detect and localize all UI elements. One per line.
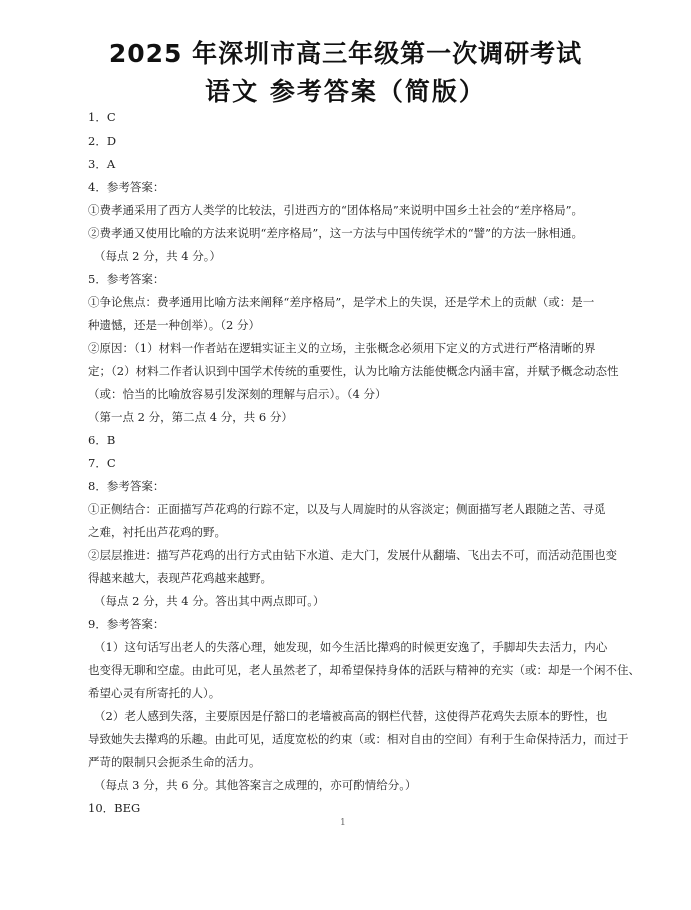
answer-line: ②原因：（1）材料一作者站在逻辑实证主义的立场，主张概念必须用下定义的方式进行严格清晰的界	[88, 341, 596, 355]
answer-line: （或：恰当的比喻放容易引发深刻的理解与启示）。（4 分）	[88, 387, 387, 401]
answer-line: （每点 2 分，共 4 分。）	[94, 249, 222, 263]
answer-line: ①争论焦点：费孝通用比喻方法来阐释“差序格局”，是学术上的失误，还是学术上的贡献（或：是一	[88, 295, 595, 309]
answer-line: 导致她失去撵鸡的乐趣。由此可见，适度宽松的约束（或：相对自由的空间）有利于生命保持活力，而过于	[88, 732, 629, 746]
answer-line: （2）老人感到失落，主要原因是仔豁口的老墙被高高的钢栏代替，这使得芦花鸡失去原本的野性，也	[94, 709, 608, 723]
answer-line: 4．参考答案：	[88, 180, 165, 194]
answer-line: 得越来越大，表现芦花鸡越来越野。	[88, 571, 272, 585]
answer-line: 种遗憾，还是一种创举）。（2 分）	[88, 318, 260, 332]
answer-line: （第一点 2 分，第二点 4 分，共 6 分）	[88, 410, 293, 424]
answer-line: 7．C	[88, 456, 116, 470]
exam-title: 2025 年深圳市高三年级第一次调研考试	[108, 39, 583, 68]
answer-key-subtitle: 语文 参考答案（简版）	[205, 77, 486, 106]
answer-line: 之难，衬托出芦花鸡的野。	[88, 525, 226, 539]
answer-line: （1）这句话写出老人的失落心理，她发现，如今生活比撵鸡的时候更安逸了，手脚却失去活力，内心	[94, 640, 608, 654]
answer-line: ①费孝通采用了西方人类学的比较法，引进西方的“团体格局”来说明中国乡土社会的“差序格局”。	[88, 203, 584, 217]
answer-line: 10．BEG	[88, 801, 141, 815]
answer-line: 8．参考答案：	[88, 479, 165, 493]
answer-line: 9．参考答案：	[88, 617, 165, 631]
answer-line: ①正侧结合：正面描写芦花鸡的行踪不定，以及与人周旋时的从容淡定；侧面描写老人跟随之苦、寻觅	[88, 502, 606, 516]
answer-line: 1．C	[88, 110, 116, 124]
answer-line: 严苛的限制只会扼杀生命的活力。	[88, 755, 261, 769]
answer-line: （每点 2 分，共 4 分。答出其中两点即可。）	[94, 594, 325, 608]
answer-line: ②层层推进：描写芦花鸡的出行方式由钻下水道、走大门，发展什从翻墙、飞出去不可，而活动范围也变	[88, 548, 617, 562]
answer-line: 3．A	[88, 157, 116, 171]
answer-line: 也变得无聊和空虚。由此可见，老人虽然老了，却希望保持身体的活跃与精神的充实（或：却是一个闲不住、	[88, 663, 640, 677]
answer-line: （每点 3 分，共 6 分。其他答案言之成理的，亦可酌情给分。）	[94, 778, 417, 792]
answer-line: 2．D	[88, 134, 117, 148]
answer-line: 希望心灵有所寄托的人）。	[88, 686, 221, 700]
answer-line: 定；（2）材料二作者认识到中国学术传统的重要性，认为比喻方法能使概念内涵丰富，并赋予概念动态性	[88, 364, 619, 378]
page-number: 1	[340, 818, 346, 828]
answer-line: ②费孝通又使用比喻的方法来说明“差序格局”，这一方法与中国传统学术的“譬”的方法一脉相通。	[88, 226, 584, 240]
answer-line: 6．B	[88, 433, 116, 447]
answer-line: 5．参考答案：	[88, 272, 165, 286]
